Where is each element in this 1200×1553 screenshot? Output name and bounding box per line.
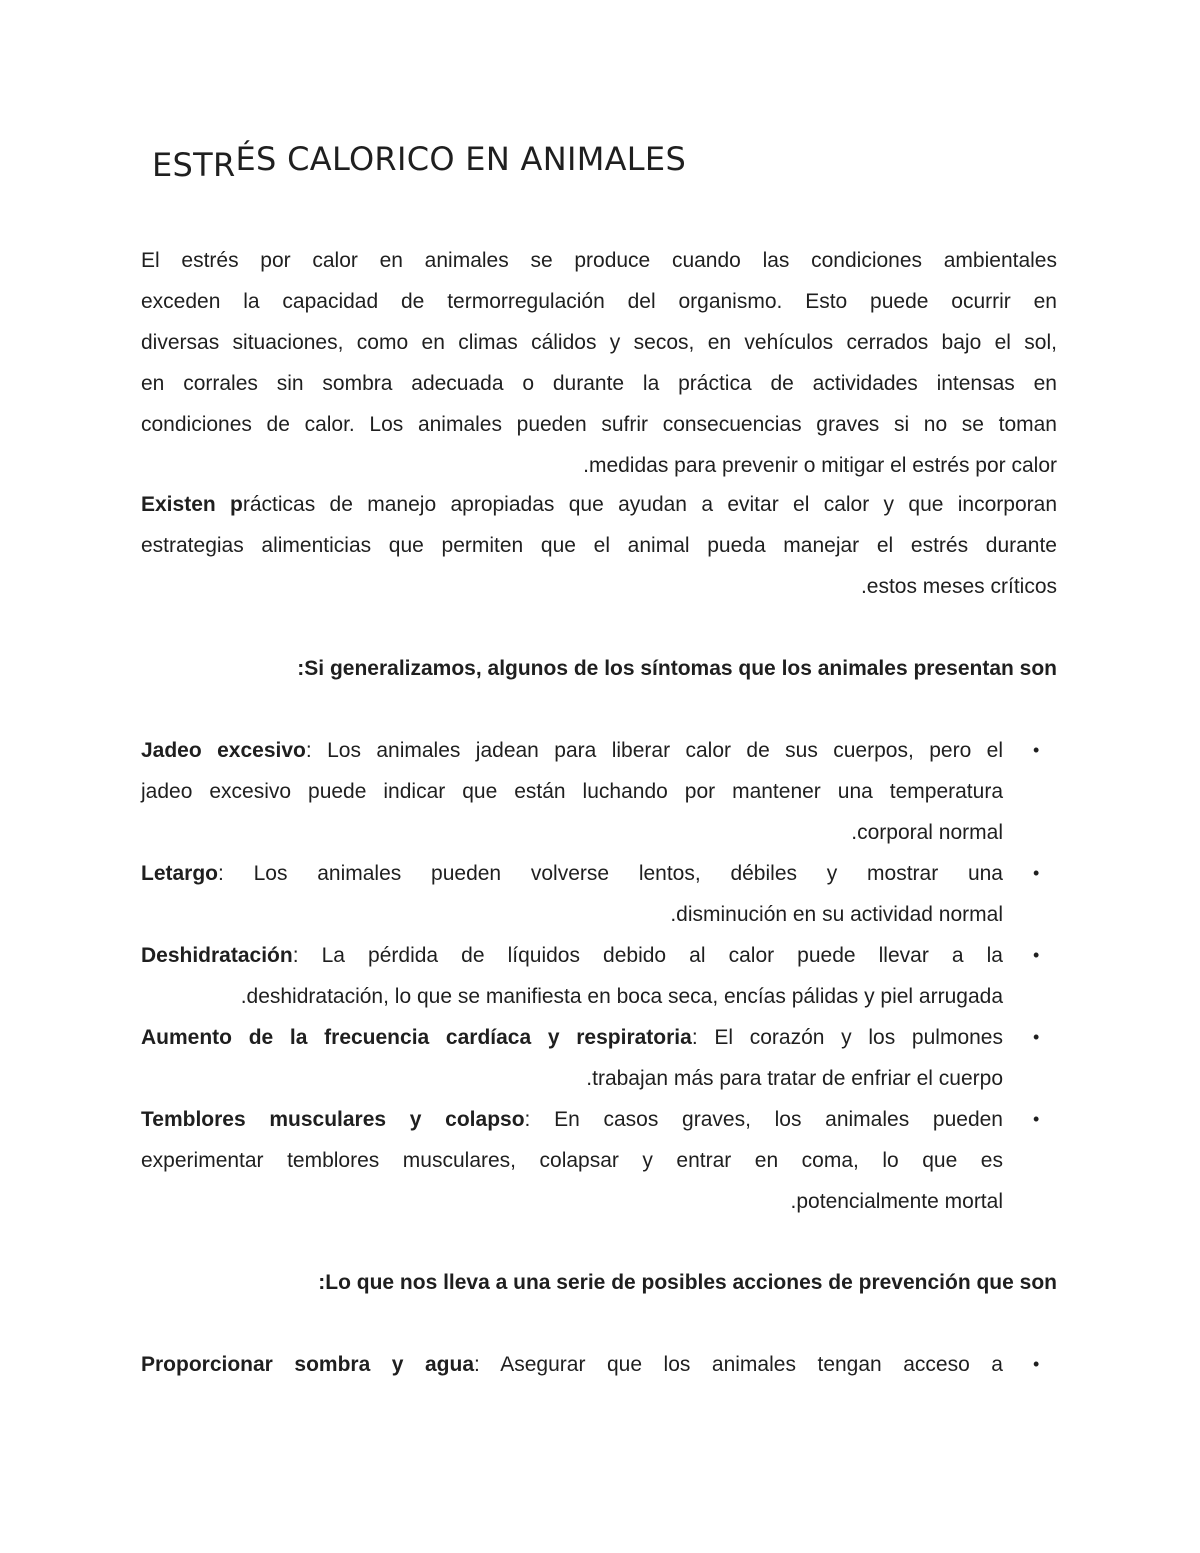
document-title bbox=[152, 140, 687, 184]
list-item bbox=[141, 1099, 1040, 1222]
item-line bbox=[141, 1017, 1003, 1058]
item-line bbox=[141, 1099, 1003, 1140]
symptoms-list bbox=[141, 730, 1057, 1222]
paragraph-lead: Existen p bbox=[141, 493, 243, 516]
list-item bbox=[141, 853, 1040, 935]
item-line bbox=[141, 935, 1003, 976]
bullet-icon: • bbox=[1033, 1027, 1040, 1047]
item-line: experimentar temblores musculares, colapsar y entrar en coma, lo que es bbox=[141, 1149, 1003, 1172]
item-text: : La pérdida de líquidos debido al calor puede llevar a la bbox=[292, 944, 1003, 967]
paragraph-line: El estrés por calor en animales se produce cuando las condiciones ambientales bbox=[141, 249, 1057, 272]
paragraph-line: en corrales sin sombra adecuada o durante la práctica de actividades intensas en bbox=[141, 372, 1057, 395]
item-text: : Asegurar que los animales tengan acceso a bbox=[474, 1353, 1003, 1376]
bullet-icon: • bbox=[1033, 740, 1040, 760]
practices-paragraph bbox=[141, 484, 1057, 607]
item-text: : El corazón y los pulmones bbox=[691, 1026, 1003, 1049]
paragraph-line: condiciones de calor. Los animales pueden sufrir consecuencias graves si no se toman bbox=[141, 413, 1057, 436]
prevention-heading: :Lo que nos lleva a una serie de posibles acciones de prevención que son bbox=[318, 1271, 1057, 1294]
item-text: : Los animales pueden volverse lentos, débiles y mostrar una bbox=[218, 862, 1003, 885]
prevention-list bbox=[141, 1344, 1057, 1385]
item-term: Temblores musculares y colapso bbox=[141, 1108, 525, 1131]
list-item bbox=[141, 935, 1040, 1017]
bullet-icon: • bbox=[1033, 1109, 1040, 1129]
item-line: .corporal normal bbox=[851, 821, 1003, 844]
item-term: Aumento de la frecuencia cardíaca y respiratoria bbox=[141, 1026, 692, 1049]
item-line: .deshidratación, lo que se manifiesta en boca seca, encías pálidas y piel arrugada bbox=[240, 985, 1003, 1008]
paragraph-line: .medidas para prevenir o mitigar el estrés por calor bbox=[583, 454, 1057, 477]
paragraph-line bbox=[141, 484, 1057, 525]
bullet-icon: • bbox=[1033, 863, 1040, 883]
item-line: .disminución en su actividad normal bbox=[670, 903, 1003, 926]
item-line: .potencialmente mortal bbox=[790, 1190, 1003, 1213]
list-item bbox=[141, 730, 1040, 853]
item-line: .trabajan más para tratar de enfriar el cuerpo bbox=[586, 1067, 1003, 1090]
item-text: : Los animales jadean para liberar calor de sus cuerpos, pero el bbox=[305, 739, 1003, 762]
item-text: : En casos graves, los animales pueden bbox=[524, 1108, 1003, 1131]
item-line bbox=[141, 730, 1003, 771]
item-line bbox=[141, 1344, 1003, 1385]
bullet-icon: • bbox=[1033, 1354, 1040, 1374]
paragraph-line: diversas situaciones, como en climas cálidos y secos, en vehículos cerrados bajo el sol, bbox=[141, 331, 1057, 354]
item-line: jadeo excesivo puede indicar que están luchando por mantener una temperatura bbox=[141, 780, 1003, 803]
item-term: Deshidratación bbox=[141, 944, 293, 967]
title-first-part: ESTR bbox=[152, 146, 236, 184]
symptoms-heading: :Si generalizamos, algunos de los síntomas que los animales presentan son bbox=[297, 657, 1057, 680]
paragraph-line: .estos meses críticos bbox=[860, 575, 1057, 598]
list-item bbox=[141, 1344, 1040, 1385]
item-line bbox=[141, 853, 1003, 894]
title-rest: ÉS CALORICO EN ANIMALES bbox=[235, 140, 687, 178]
item-term: Letargo bbox=[141, 862, 219, 885]
paragraph-line: estrategias alimenticias que permiten que el animal pueda manejar el estrés durante bbox=[141, 534, 1057, 557]
paragraph-line-rest: rácticas de manejo apropiadas que ayudan a evitar el calor y que incorporan bbox=[242, 493, 1057, 516]
list-item bbox=[141, 1017, 1040, 1099]
item-term: Jadeo excesivo bbox=[141, 739, 306, 762]
paragraph-line: exceden la capacidad de termorregulación del organismo. Esto puede ocurrir en bbox=[141, 290, 1057, 313]
bullet-icon: • bbox=[1033, 945, 1040, 965]
intro-paragraph bbox=[141, 240, 1057, 486]
item-term: Proporcionar sombra y agua bbox=[141, 1353, 475, 1376]
